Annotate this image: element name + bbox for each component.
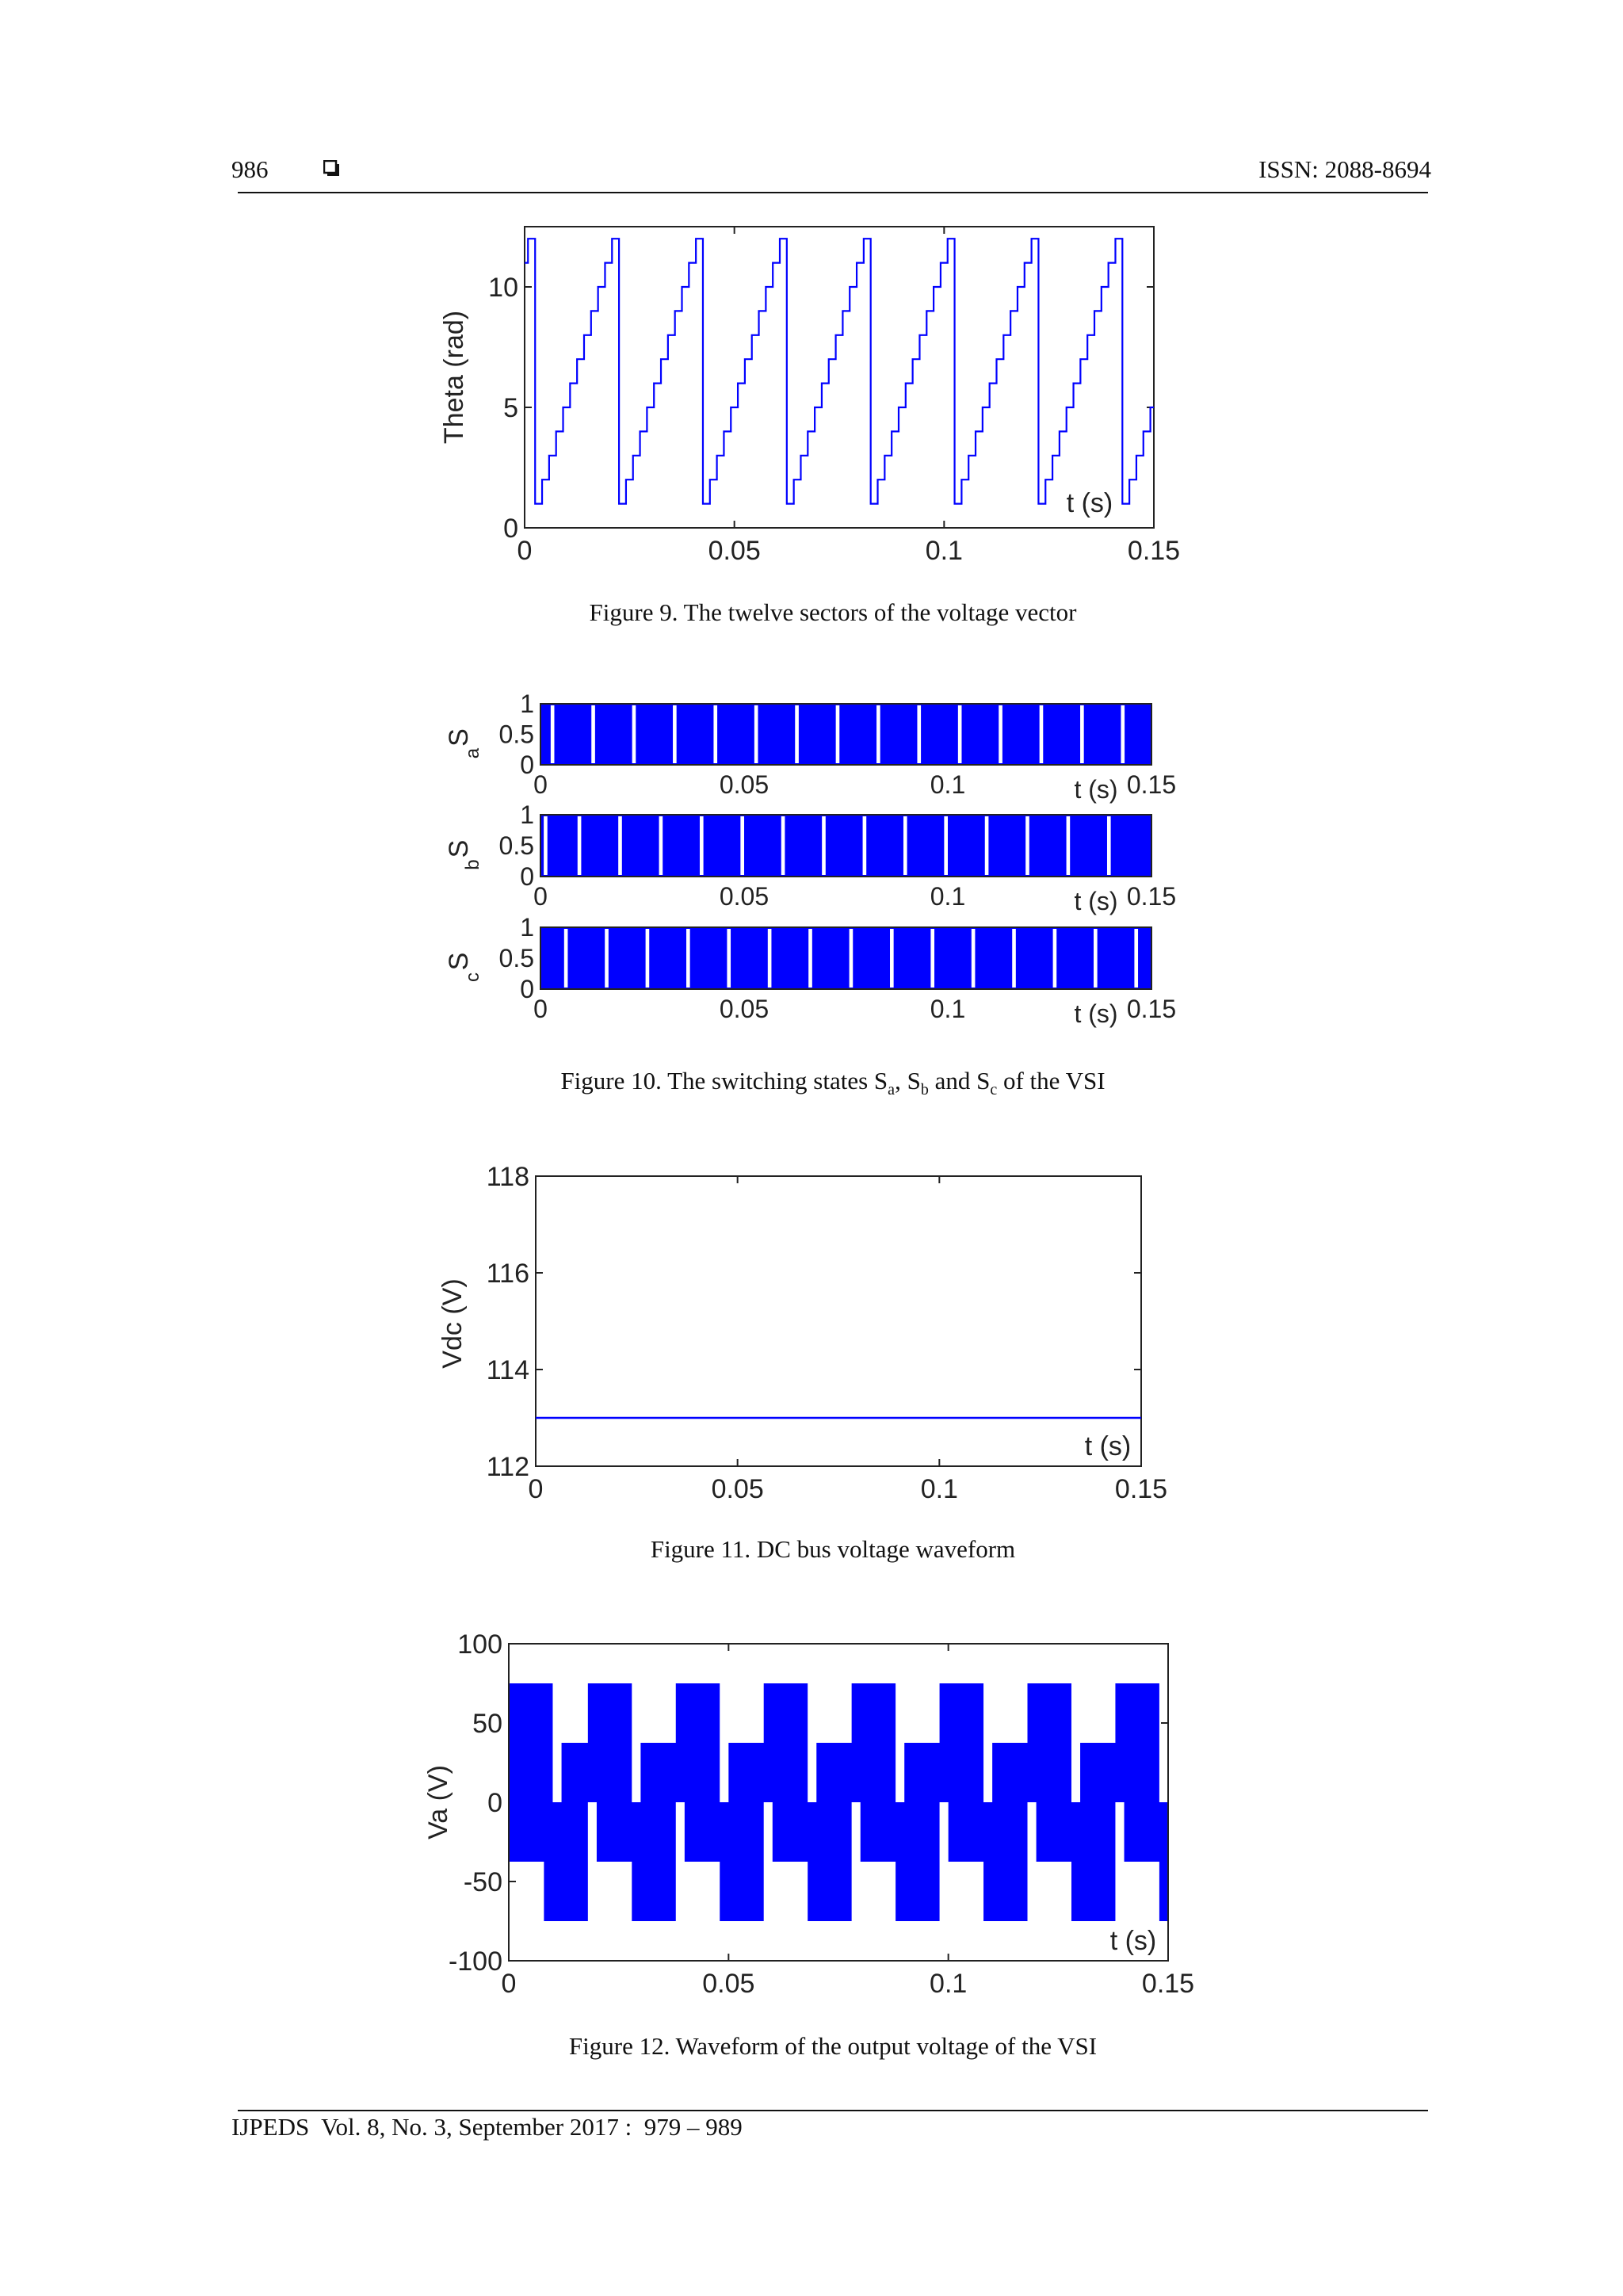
fig10-sa-y-tick-label: 0.5 (498, 720, 534, 749)
fig10-sc-y-tick-label: 0 (520, 975, 534, 1003)
fig10-sa-x-axis-label: t (s) (1074, 775, 1118, 804)
fig12-y-tick-label: -100 (448, 1946, 502, 1977)
figure-10-caption-sub-c: c (990, 1081, 998, 1099)
fig9-x-tick-label: 0 (517, 536, 533, 566)
fig11-y-tick-label: 116 (486, 1258, 529, 1289)
fig12-y-tick-label: 0 (487, 1787, 502, 1818)
fig10-sa-x-tick-label: 0 (533, 770, 548, 799)
fig10-sb-y-axis-label: S (444, 839, 474, 858)
figure-10-caption-text-2: , S (895, 1067, 921, 1095)
fig11-x-tick-label: 0.1 (920, 1474, 958, 1504)
fig12-notch-lower (940, 1802, 949, 1862)
fig10-sc-x-tick-label: 0.05 (719, 995, 769, 1023)
figure-10-caption-sub-a: a (888, 1081, 896, 1099)
fig9-y-axis-label: Theta (rad) (439, 310, 469, 445)
fig10-sb-y-tick-label: 1 (520, 800, 534, 829)
fig11-x-tick-label: 0.05 (711, 1474, 764, 1504)
fig12-notch-lower (1028, 1802, 1037, 1862)
fig12-negative-low-block (1159, 1802, 1168, 1921)
fig12-notch-upper (1159, 1743, 1168, 1802)
fig9-x-tick-label: 0.05 (708, 536, 761, 566)
fig12-notch-lower (764, 1802, 773, 1862)
fig12-negative-low-block (720, 1802, 763, 1921)
fig12-negative-low-block (808, 1802, 851, 1921)
fig10-sa-x-tick-label: 0.15 (1126, 770, 1177, 799)
page-header-issn: ISSN: 2088-8694 (1258, 155, 1431, 183)
fig12-negative-low-block (544, 1802, 587, 1921)
fig10-sc-x-tick-label: 0.1 (930, 995, 966, 1023)
fig12-notch-upper (983, 1743, 992, 1802)
fig12-negative-low-block (1071, 1802, 1115, 1921)
fig10-sa-x-tick-label: 0.1 (930, 770, 966, 799)
fig12-negative-low-block (896, 1802, 939, 1921)
fig10-sc-y-tick-label: 1 (520, 913, 534, 942)
fig9-x-axis-label: t (s) (1066, 488, 1113, 518)
figure-10-caption-text-3: and S (928, 1067, 991, 1095)
fig10-sb-x-tick-label: 0 (533, 882, 548, 911)
fig9-x-tick-label: 0.15 (1127, 536, 1181, 566)
fig12-notch-upper (896, 1743, 904, 1802)
fig12-notch-upper (720, 1743, 728, 1802)
fig10-sb-x-tick-label: 0.05 (719, 882, 769, 911)
figure-10-caption-sub-b: b (920, 1081, 929, 1099)
fig12-negative-low-block (983, 1802, 1027, 1921)
fig12-negative-low-block (632, 1802, 675, 1921)
fig12-notch-upper (552, 1743, 561, 1802)
fig10-sb-x-tick-label: 0.1 (930, 882, 966, 911)
fig9-y-tick-label: 5 (503, 392, 518, 423)
fig12-notch-upper (808, 1743, 816, 1802)
fig11-y-tick-label: 112 (486, 1451, 529, 1482)
fig9-y-tick-label: 0 (503, 513, 518, 544)
fig10-sb-y-axis-label-subscript: b (462, 859, 483, 870)
fig10-sb-x-tick-label: 0.15 (1126, 882, 1177, 911)
fig10-sa-y-axis-label: S (444, 728, 474, 747)
fig12-x-tick-label: 0.15 (1141, 1969, 1195, 1999)
fig11-x-tick-label: 0.15 (1114, 1474, 1168, 1504)
page-footer: IJPEDS Vol. 8, No. 3, September 2017 : 979 – 989 (231, 2113, 743, 2141)
fig12-notch-lower (588, 1802, 597, 1862)
fig12-notch-upper (1071, 1743, 1080, 1802)
figure-10-caption-text-4: of the VSI (997, 1067, 1106, 1095)
fig10-sc-x-tick-label: 0.15 (1126, 995, 1177, 1023)
fig10-sb-y-tick-label: 0.5 (498, 831, 534, 860)
fig12-notch-upper (632, 1743, 640, 1802)
figure-9-caption: Figure 9. The twelve sectors of the voltage vector (589, 598, 1077, 626)
page-header-number: 986 (231, 155, 269, 183)
fig10-sa-y-tick-label: 0 (520, 751, 534, 779)
fig12-x-tick-label: 0.05 (702, 1969, 755, 1999)
fig9-y-tick-label: 10 (488, 272, 518, 303)
fig11-y-axis-label: Vdc (V) (437, 1278, 468, 1369)
fig11-y-tick-label: 118 (486, 1161, 529, 1192)
figure-11-caption: Figure 11. DC bus voltage waveform (650, 1535, 1016, 1563)
fig12-notch-lower (1115, 1802, 1124, 1862)
fig10-sc-y-tick-label: 0.5 (498, 944, 534, 972)
fig10-sc-x-axis-label: t (s) (1074, 999, 1118, 1028)
fig10-sc-x-tick-label: 0 (533, 995, 548, 1023)
figure-10-caption-text-1: Figure 10. The switching states S (560, 1067, 888, 1095)
fig12-x-tick-label: 0.1 (930, 1969, 968, 1999)
fig11-x-axis-label: t (s) (1084, 1431, 1132, 1461)
fig9-x-tick-label: 0.1 (925, 536, 963, 566)
fig12-notch-lower (852, 1802, 861, 1862)
fig11-x-tick-label: 0 (528, 1474, 544, 1504)
fig10-sb-y-tick-label: 0 (520, 862, 534, 891)
fig10-sa-x-tick-label: 0.05 (719, 770, 769, 799)
figure-12-caption: Figure 12. Waveform of the output voltage of the VSI (568, 2032, 1098, 2060)
fig10-sa-y-axis-label-subscript: a (462, 747, 483, 759)
fig11-y-tick-label: 114 (486, 1354, 529, 1385)
fig12-y-tick-label: 100 (457, 1629, 502, 1660)
fig12-y-tick-label: -50 (463, 1866, 502, 1897)
fig10-sb-x-axis-label: t (s) (1074, 887, 1118, 915)
fig12-y-axis-label: Va (V) (423, 1765, 453, 1839)
footer-rule (238, 2110, 1428, 2111)
fig12-y-tick-label: 50 (472, 1708, 502, 1739)
fig12-x-axis-label: t (s) (1109, 1926, 1157, 1956)
fig12-notch-lower (676, 1802, 685, 1862)
fig12-x-tick-label: 0 (501, 1969, 517, 1999)
fig10-sc-y-axis-label-subscript: c (462, 972, 483, 982)
fig10-sa-y-tick-label: 1 (520, 690, 534, 718)
fig10-sc-y-axis-label: S (444, 952, 474, 971)
